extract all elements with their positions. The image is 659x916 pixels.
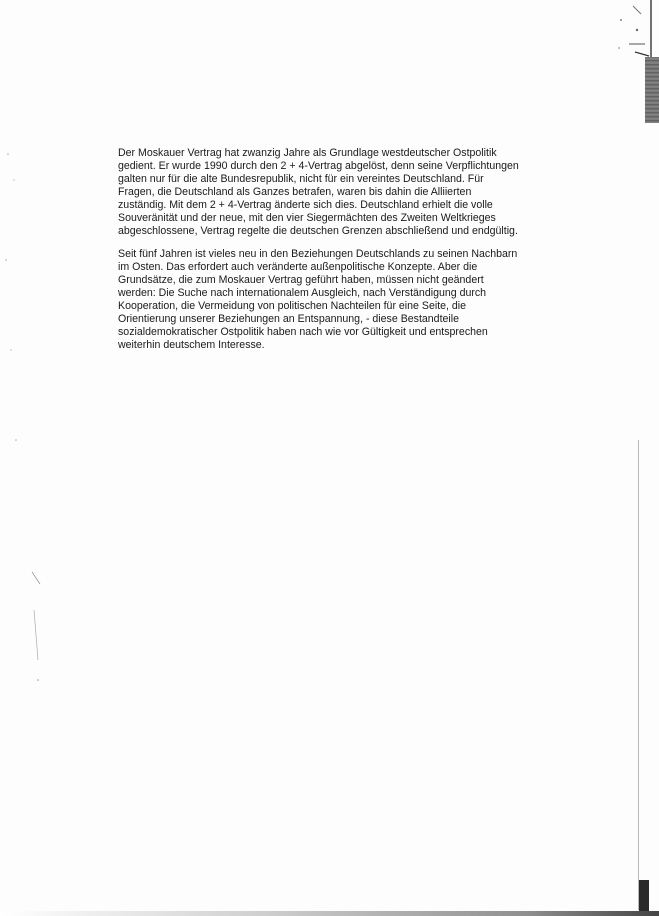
scan-artifact-bottom-edge (0, 911, 659, 916)
paragraph-moskauer-vertrag (118, 147, 558, 238)
text-line: weiterhin deutschem Interesse. (118, 339, 265, 351)
text-line: Seit fünf Jahren ist vieles neu in den Beziehungen Deutschlands zu seinen Nachbarn (118, 248, 518, 260)
scan-artifact-right-edge (645, 57, 659, 123)
scan-artifact-top-right (611, 0, 655, 58)
text-line: werden: Die Suche nach internationalem Ausgleich, nach Verständigung durch (118, 287, 487, 299)
text-line: Fragen, die Deutschland als Ganzes betrafen, waren bis dahin die Alliierten (118, 186, 472, 198)
text-line: gedient. Er wurde 1990 durch den 2 + 4-Vertrag abgelöst, denn seine Verpflichtungen (118, 160, 519, 172)
text-line: zuständig. Mit dem 2 + 4-Vertrag änderte sich dies. Deutschland erhielt die volle (118, 199, 493, 211)
text-line: galten nur für die alte Bundesrepublik, nicht für ein vereintes Deutschland. Für (118, 173, 484, 185)
text-line: Der Moskauer Vertrag hat zwanzig Jahre als Grundlage westdeutscher Ostpolitik (118, 147, 497, 159)
text-line: Souveränität und der neue, mit den vier Siegermächten des Zweiten Weltkrieges (118, 212, 496, 224)
scan-artifact-left-marks (2, 140, 42, 740)
paragraph-ostpolitik (118, 248, 558, 352)
text-line: Orientierung unserer Beziehungen an Entspannung, - diese Bestandteile (118, 313, 459, 325)
text-line: Kooperation, die Vermeidung von politischen Nachteilen für eine Seite, die (118, 300, 467, 312)
text-line: Grundsätze, die zum Moskauer Vertrag geführt haben, müssen nicht geändert (118, 274, 484, 286)
scan-artifact-right-line (638, 440, 639, 910)
text-line: abgeschlossene, Vertrag regelte die deutschen Grenzen abschließend und endgültig. (118, 225, 518, 237)
document-body (118, 147, 558, 362)
text-line: sozialdemokratischer Ostpolitik haben nach wie vor Gültigkeit und entsprechen (118, 326, 488, 338)
text-line: im Osten. Das erfordert auch veränderte außenpolitische Konzepte. Aber die (118, 261, 478, 273)
